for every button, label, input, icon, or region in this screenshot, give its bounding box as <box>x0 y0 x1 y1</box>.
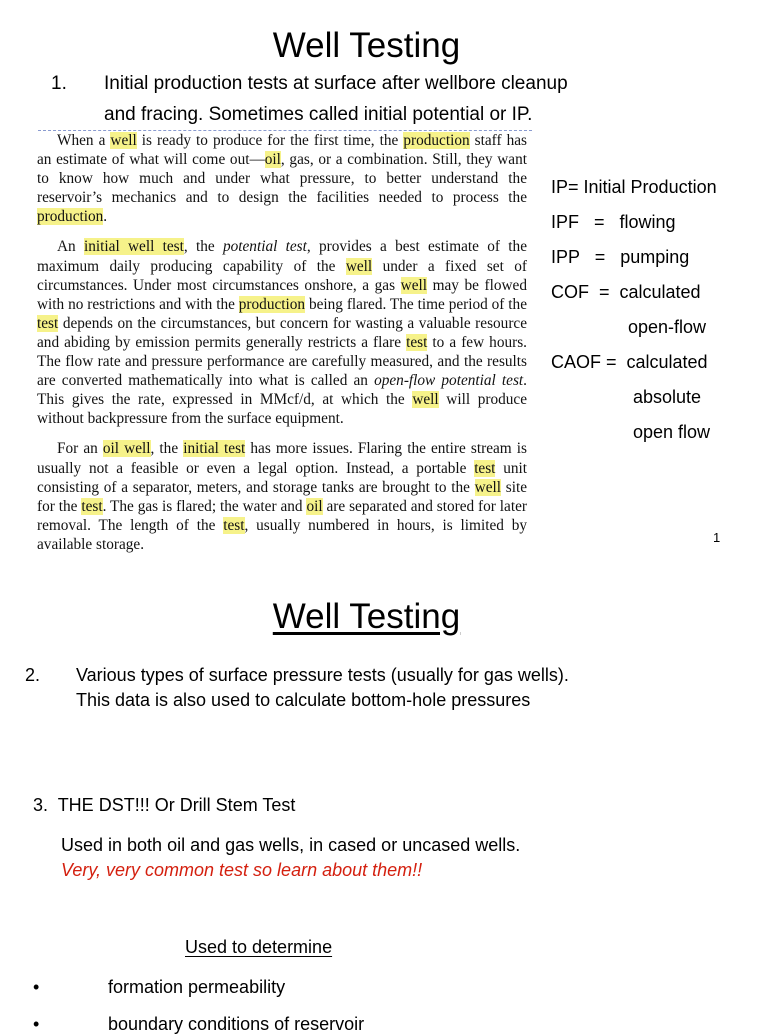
item2-line1: Various types of surface pressure tests (usually for gas wells). <box>76 665 569 685</box>
page-number: 1 <box>713 530 721 545</box>
legend-caof-cont1: absolute <box>633 387 702 407</box>
highlighted-term: initial test <box>183 440 246 458</box>
highlighted-term: well <box>412 391 439 409</box>
highlighted-term: oil <box>306 497 323 515</box>
highlighted-term: production <box>403 132 470 149</box>
used-to-determine-heading: Used to determine <box>185 937 333 957</box>
item3-body: Used in both oil and gas wells, in cased or uncased wells. <box>61 835 521 855</box>
highlighted-term: well <box>345 257 373 275</box>
item2-number: 2. <box>25 665 41 685</box>
highlighted-term: well <box>474 478 501 496</box>
highlighted-term: well <box>400 276 427 294</box>
highlighted-term: production <box>238 295 306 313</box>
highlighted-term: production <box>37 208 104 226</box>
highlighted-term: test <box>474 459 496 477</box>
italic-term: open-flow potential test <box>374 372 524 390</box>
bullet-boundary-conditions: boundary conditions of reservoir <box>108 1014 365 1034</box>
excerpt-paragraph-2: An initial well test, the potential test, provides a best estimate of the maximum daily producing capability of the well under a fixed set of circumstances. Under most circumstances onshore, a gas well may be flowed with no restrictions and with the production being flared. The time period of the test depends on the circumstances, but concern for wasting a valuable resource and abiding by emission permits generally restricts a flare test to a few hours. The flow rate and pressure performance are carefully measured, and the results are converted mathematically into what is called an open-flow potential test. This gives the rate, expressed in MMcf/d, at which the well will produce without backpressure from the surface equipment. <box>37 238 527 428</box>
excerpt-paragraph-1: When a well is ready to produce for the first time, the production staff has an estimate of what will come out—oil, gas, or a combination. Still, they want to know how much and under what pressure, to better understand the reservoir’s mechanics and to design the facilities needed to process the production. <box>37 132 527 226</box>
excerpt-paragraph-3: For an oil well, the initial test has more issues. Flaring the entire stream is usually not a feasible or even a legal option. Instead, a portable test unit consisting of a separator, meters, and storage tanks are brought to the well site for the test. The gas is flared; the water and oil are separated and stored for later removal. The length of the test, usually numbered in hours, is limited by available storage. <box>37 440 528 553</box>
italic-term: potential test <box>222 238 307 256</box>
legend-caof: CAOF = calculated <box>551 352 708 372</box>
item1-line2: and fracing. Sometimes called initial potential or IP. <box>104 104 533 125</box>
highlighted-term: oil well <box>102 440 151 458</box>
item3-heading: 3. THE DST!!! Or Drill Stem Test <box>33 795 296 815</box>
highlighted-term: oil <box>264 151 281 169</box>
highlighted-term: well <box>110 132 137 149</box>
item3-emphasis: Very, very common test so learn about them!! <box>61 860 423 880</box>
legend-ipp: IPP = pumping <box>551 247 690 267</box>
legend-ip: IP= Initial Production <box>551 177 717 197</box>
legend-cof: COF = calculated <box>551 282 701 302</box>
legend-cof-cont: open-flow <box>628 317 707 337</box>
highlighted-term: test <box>223 516 245 534</box>
bullet-symbol: • <box>33 977 40 997</box>
highlighted-term: test <box>406 333 428 351</box>
legend-ipf: IPF = flowing <box>551 212 676 232</box>
legend-caof-cont2: open flow <box>633 422 711 442</box>
highlighted-term: test <box>37 314 59 332</box>
item1-line1: Initial production tests at surface after wellbore cleanup <box>104 73 568 94</box>
item1-number: 1. <box>51 73 67 94</box>
bullet-symbol-2: • <box>33 1014 40 1034</box>
slide1-title: Well Testing <box>272 26 461 65</box>
slide2-title: Well Testing <box>272 597 461 636</box>
bullet-formation-permeability: formation permeability <box>108 977 286 997</box>
highlighted-term: initial well test <box>84 238 184 256</box>
item2-line2: This data is also used to calculate bottom-hole pressures <box>76 690 531 710</box>
highlighted-term: test <box>81 497 103 515</box>
book-excerpt <box>37 131 527 554</box>
